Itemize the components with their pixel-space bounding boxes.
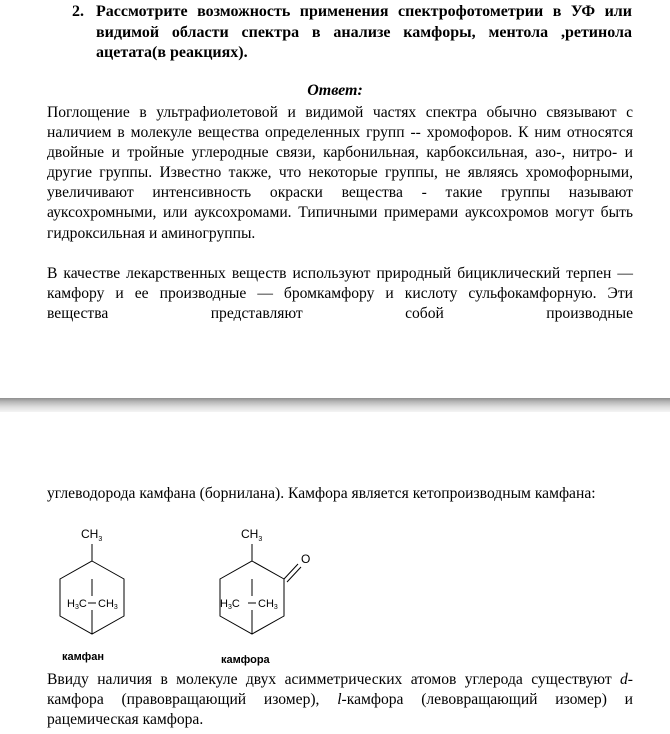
question-text: Рассмотрите возможность применения спектрофотометрии в УФ или видимой области спектра в анализе камфоры, ментола ,ретинола ацетата(в реакциях).	[96, 3, 632, 61]
camphane-caption: камфан	[62, 651, 105, 663]
document-page-2	[0, 412, 670, 734]
page-break	[0, 398, 670, 412]
camphane-structure	[40, 524, 160, 666]
camphane-right-methyl: CH3	[98, 598, 118, 611]
question	[72, 2, 632, 64]
camphane-left-methyl: H3C	[67, 598, 87, 611]
camphor-top-group: $CH_3$	[241, 527, 263, 543]
camphor-left-methyl: H3C	[220, 598, 240, 611]
question-number: 2.	[72, 3, 84, 20]
paragraph-camphor: В качестве лекарственных веществ используют природный бициклический терпен — камфору и ее производные — бромкамфору и кислоту сульфокамфорную. Эти вещества представляют собой производные	[47, 265, 633, 323]
paragraph-isomers: Ввиду наличия в молекуле двух асимметрических атомов углерода существуют d-камфора (правовращающий изомер), l-камфора (левовращающий изомер) и рацемическая камфора.	[47, 671, 633, 729]
paragraph-camphane: углеводорода камфана (борнилана). Камфора является кетопроизводным камфана:	[47, 485, 596, 502]
answer-heading: Ответ:	[307, 82, 363, 99]
camphor-caption: камфора	[221, 654, 270, 666]
paragraph-chromophores: Поглощение в ультрафиолетовой и видимой частях спектра обычно связывают с наличием в молекуле вещества определенных групп -- хромофоров. К ним относятся двойные и тройные углеродные связи, карбонильная, карбоксильная, азо-, нитро- и другие группы. Известно также, что некоторые группы, не являясь хромофорными, увеличивают интенсивность окраски вещества - такие группы называют ауксохромными, или ауксохромами. Типичными примерами ауксохромов могут быть гидроксильная и аминогруппы.	[47, 104, 633, 242]
camphane-top-group: $CH_3$	[81, 527, 103, 543]
camphor-structure	[200, 524, 330, 666]
camphor-right-methyl: CH3	[258, 598, 278, 611]
camphor-oxygen: O	[301, 552, 311, 566]
